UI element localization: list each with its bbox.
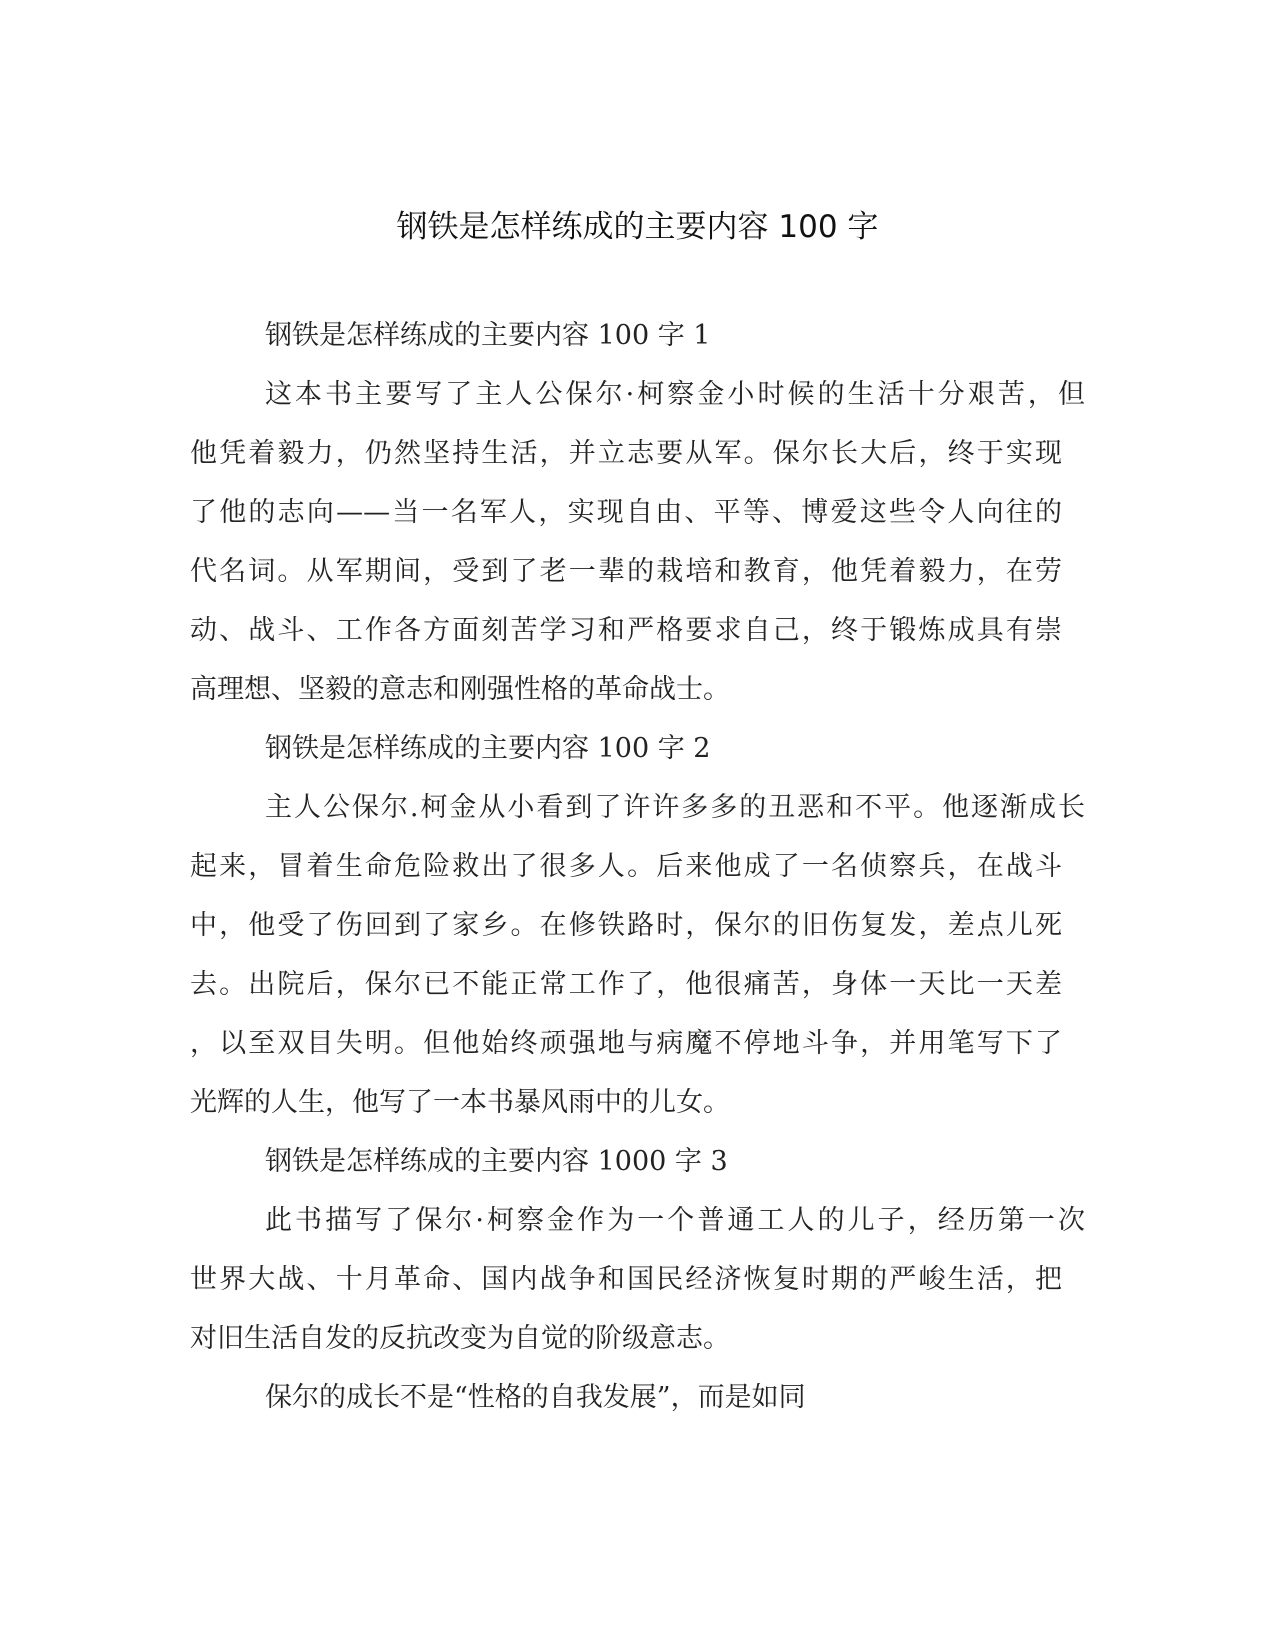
paragraph-line: 了他的志向——当一名军人，实现自由、平等、博爱这些令人向往的 [190,497,1062,528]
paragraph-line: 主人公保尔.柯金从小看到了许许多多的丑恶和不平。他逐渐成长 [265,792,1085,823]
section-heading: 钢铁是怎样练成的主要内容 100 字 1 [265,320,711,351]
paragraph-line: 动、战斗、工作各方面刻苦学习和严格要求自己，终于锻炼成具有崇 [190,615,1062,646]
paragraph-line: 去。出院后，保尔已不能正常工作了，他很痛苦，身体一天比一天差 [190,969,1062,1000]
document-title: 钢铁是怎样练成的主要内容 100 字 [396,209,879,245]
paragraph-line: 起来，冒着生命危险救出了很多人。后来他成了一名侦察兵，在战斗 [190,851,1062,882]
paragraph-line: 他凭着毅力，仍然坚持生活，并立志要从军。保尔长大后，终于实现 [190,438,1062,469]
section-heading: 钢铁是怎样练成的主要内容 100 字 2 [265,733,711,764]
paragraph-line: 代名词。从军期间，受到了老一辈的栽培和教育，他凭着毅力，在劳 [190,556,1062,587]
paragraph-line: ，以至双目失明。但他始终顽强地与病魔不停地斗争，并用笔写下了 [190,1028,1062,1059]
paragraph-line: 中，他受了伤回到了家乡。在修铁路时，保尔的旧伤复发，差点儿死 [190,910,1062,941]
section-heading: 钢铁是怎样练成的主要内容 1000 字 3 [265,1146,728,1177]
paragraph-line: 对旧生活自发的反抗改变为自觉的阶级意志。 [190,1323,730,1354]
paragraph-line: 高理想、坚毅的意志和刚强性格的革命战士。 [190,674,730,705]
paragraph-line: 光辉的人生，他写了一本书暴风雨中的儿女。 [190,1087,730,1118]
paragraph-line: 世界大战、十月革命、国内战争和国民经济恢复时期的严峻生活，把 [190,1264,1062,1295]
paragraph-line: 此书描写了保尔·柯察金作为一个普通工人的儿子，经历第一次 [265,1205,1085,1236]
paragraph-line: 保尔的成长不是“性格的自我发展”，而是如同 [265,1382,806,1413]
paragraph-line: 这本书主要写了主人公保尔·柯察金小时候的生活十分艰苦，但 [265,379,1085,410]
